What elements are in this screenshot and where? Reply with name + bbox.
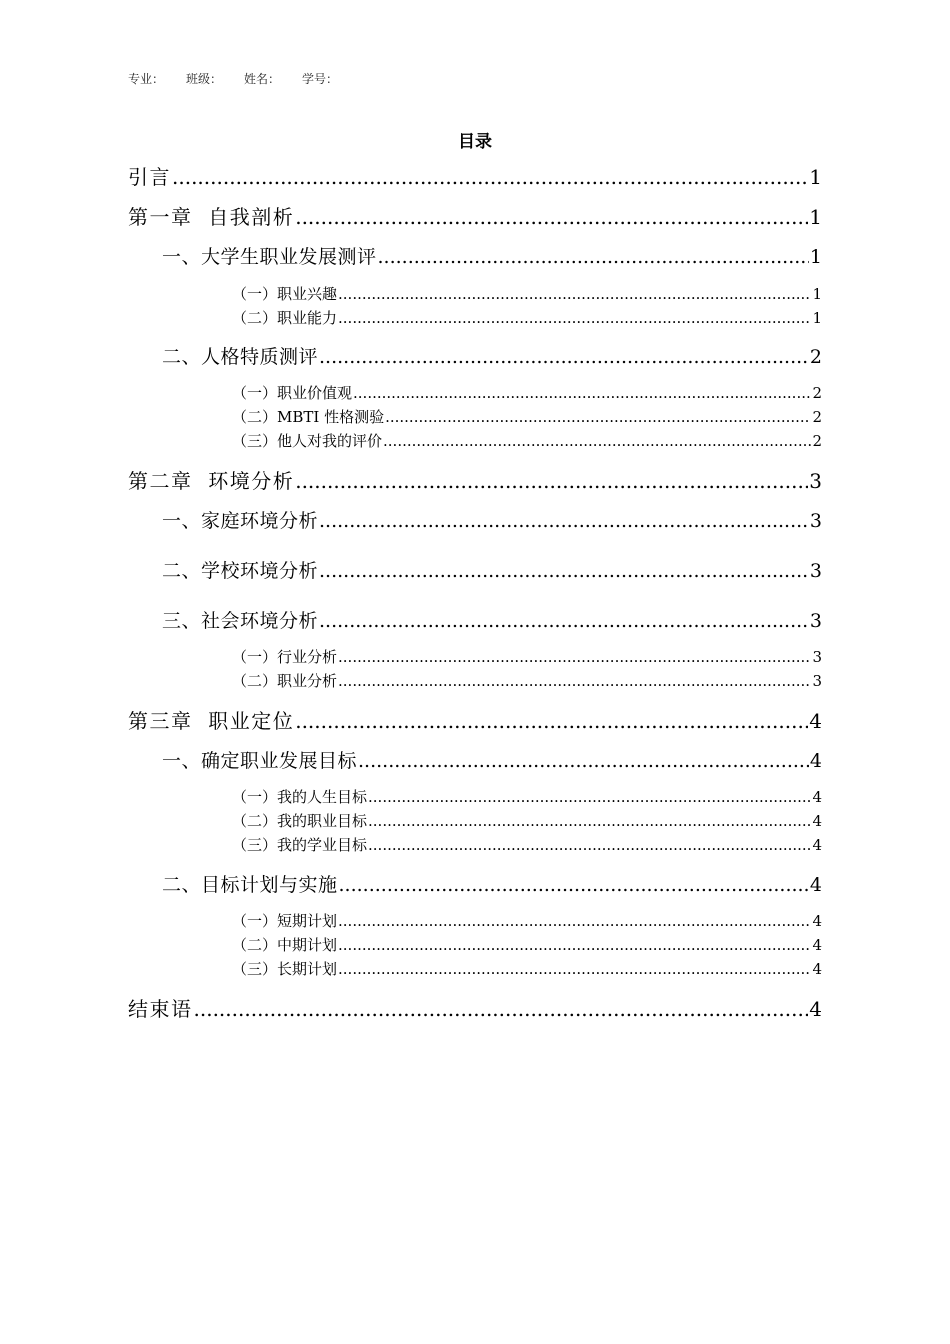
toc-page-number: 2 bbox=[812, 384, 822, 402]
toc-entry[interactable] bbox=[232, 910, 822, 931]
toc-entry[interactable] bbox=[162, 870, 822, 897]
toc-entry[interactable] bbox=[232, 646, 822, 667]
toc-entry-text: 第一章 自我剖析 bbox=[128, 205, 295, 229]
toc-entry[interactable] bbox=[162, 342, 822, 369]
toc-entry[interactable] bbox=[232, 283, 822, 304]
toc-leader-dots bbox=[378, 246, 809, 268]
toc-page-number: 1 bbox=[809, 165, 822, 189]
toc-entry[interactable] bbox=[232, 810, 822, 831]
class-label: 班级： bbox=[186, 72, 223, 86]
toc-entry[interactable] bbox=[128, 993, 822, 1022]
major-label: 专业： bbox=[128, 72, 165, 86]
toc-entry-text: （一）行业分析 bbox=[232, 648, 338, 666]
toc-page-number: 3 bbox=[812, 648, 822, 666]
toc-leader-dots bbox=[295, 205, 808, 229]
toc-entry-text: （二）中期计划 bbox=[232, 936, 338, 954]
toc-entry[interactable] bbox=[128, 201, 822, 230]
toc-page-number: 1 bbox=[809, 246, 822, 268]
toc-entry-text: （一）职业兴趣 bbox=[232, 285, 338, 303]
toc-entry-text: （二）职业分析 bbox=[232, 672, 338, 690]
toc-entry[interactable] bbox=[232, 786, 822, 807]
toc-leader-dots bbox=[385, 408, 811, 426]
toc-leader-dots bbox=[319, 510, 809, 532]
toc-entry[interactable] bbox=[232, 430, 822, 451]
toc-leader-dots bbox=[368, 836, 811, 854]
toc-page-number: 3 bbox=[809, 610, 822, 632]
toc-entry[interactable] bbox=[232, 406, 822, 427]
toc-page-number: 4 bbox=[809, 750, 822, 772]
toc-entry-text: （一）我的人生目标 bbox=[232, 788, 368, 806]
toc-entry-text: 一、家庭环境分析 bbox=[162, 510, 319, 532]
toc-entry-text: 第二章 环境分析 bbox=[128, 469, 295, 493]
toc-leader-dots bbox=[358, 750, 809, 772]
toc-leader-dots bbox=[338, 912, 811, 930]
toc-entry[interactable] bbox=[232, 670, 822, 691]
toc-page-number: 3 bbox=[809, 560, 822, 582]
toc-page-number: 4 bbox=[812, 812, 822, 830]
toc-entry[interactable] bbox=[232, 934, 822, 955]
toc-leader-dots bbox=[383, 432, 811, 450]
name-label: 姓名： bbox=[244, 72, 281, 86]
toc-entry-text: 三、社会环境分析 bbox=[162, 610, 319, 632]
toc-entry[interactable] bbox=[128, 705, 822, 734]
toc-page-number: 4 bbox=[809, 874, 822, 896]
toc-entry[interactable] bbox=[162, 506, 822, 533]
toc-entry[interactable] bbox=[128, 161, 822, 190]
toc-leader-dots bbox=[194, 997, 809, 1021]
toc-page-number: 1 bbox=[812, 309, 822, 327]
toc-page-number: 1 bbox=[812, 285, 822, 303]
toc-entry-text: （二）我的职业目标 bbox=[232, 812, 368, 830]
toc-entry-text: 一、大学生职业发展测评 bbox=[162, 246, 377, 268]
toc-entry[interactable] bbox=[162, 556, 822, 583]
toc-leader-dots bbox=[319, 346, 809, 368]
toc-page-number: 4 bbox=[812, 836, 822, 854]
toc-entry-text: （三）他人对我的评价 bbox=[232, 432, 383, 450]
toc-entry[interactable] bbox=[232, 307, 822, 328]
toc-entry[interactable] bbox=[162, 746, 822, 773]
toc-leader-dots bbox=[353, 384, 811, 402]
toc-entry-text: 二、学校环境分析 bbox=[162, 560, 319, 582]
toc-leader-dots bbox=[338, 936, 811, 954]
toc-entry-text: 结束语 bbox=[128, 997, 193, 1021]
toc-entry-text: （一）职业价值观 bbox=[232, 384, 353, 402]
toc-leader-dots bbox=[319, 560, 809, 582]
toc-entry[interactable] bbox=[232, 958, 822, 979]
toc-entry[interactable] bbox=[128, 465, 822, 494]
toc-leader-dots bbox=[172, 165, 808, 189]
toc-leader-dots bbox=[338, 672, 811, 690]
student-id-label: 学号： bbox=[302, 72, 339, 86]
toc-entry[interactable] bbox=[162, 242, 822, 269]
toc-entry-text: 二、人格特质测评 bbox=[162, 346, 319, 368]
toc-entry[interactable] bbox=[232, 834, 822, 855]
toc-page-number: 2 bbox=[812, 432, 822, 450]
toc-leader-dots bbox=[339, 874, 809, 896]
student-info-header bbox=[128, 70, 338, 87]
toc-page-number: 3 bbox=[809, 469, 822, 493]
toc-page-number: 2 bbox=[812, 408, 822, 426]
toc-entry[interactable] bbox=[232, 382, 822, 403]
toc-entry-text: 引言 bbox=[128, 165, 171, 189]
toc-page-number: 4 bbox=[812, 936, 822, 954]
toc-page-number: 4 bbox=[809, 709, 822, 733]
toc-entry-text: 二、目标计划与实施 bbox=[162, 874, 338, 896]
toc-page-number: 4 bbox=[812, 788, 822, 806]
toc-page-number: 3 bbox=[812, 672, 822, 690]
toc-page-number: 1 bbox=[809, 205, 822, 229]
toc-page-number: 4 bbox=[812, 960, 822, 978]
toc-leader-dots bbox=[338, 960, 811, 978]
toc-leader-dots bbox=[368, 812, 811, 830]
toc-entry[interactable] bbox=[162, 606, 822, 633]
toc-leader-dots bbox=[338, 648, 811, 666]
toc-entry-text: （二）职业能力 bbox=[232, 309, 338, 327]
toc-entry-text: （三）我的学业目标 bbox=[232, 836, 368, 854]
toc-page-number: 4 bbox=[812, 912, 822, 930]
toc-entry-text: 第三章 职业定位 bbox=[128, 709, 295, 733]
toc-leader-dots bbox=[295, 469, 808, 493]
toc-title: 目录 bbox=[458, 132, 492, 152]
toc-page-number: 3 bbox=[809, 510, 822, 532]
toc-leader-dots bbox=[295, 709, 808, 733]
toc-entry-text: （三）长期计划 bbox=[232, 960, 338, 978]
toc-entry-text: （一）短期计划 bbox=[232, 912, 338, 930]
toc-page-number: 2 bbox=[809, 346, 822, 368]
toc-page-number: 4 bbox=[809, 997, 822, 1021]
toc-leader-dots bbox=[338, 285, 811, 303]
toc-entry-text: （二）MBTI 性格测验 bbox=[232, 408, 385, 426]
toc-leader-dots bbox=[338, 309, 811, 327]
toc-leader-dots bbox=[319, 610, 809, 632]
toc-entry-text: 一、确定职业发展目标 bbox=[162, 750, 358, 772]
toc-leader-dots bbox=[368, 788, 811, 806]
